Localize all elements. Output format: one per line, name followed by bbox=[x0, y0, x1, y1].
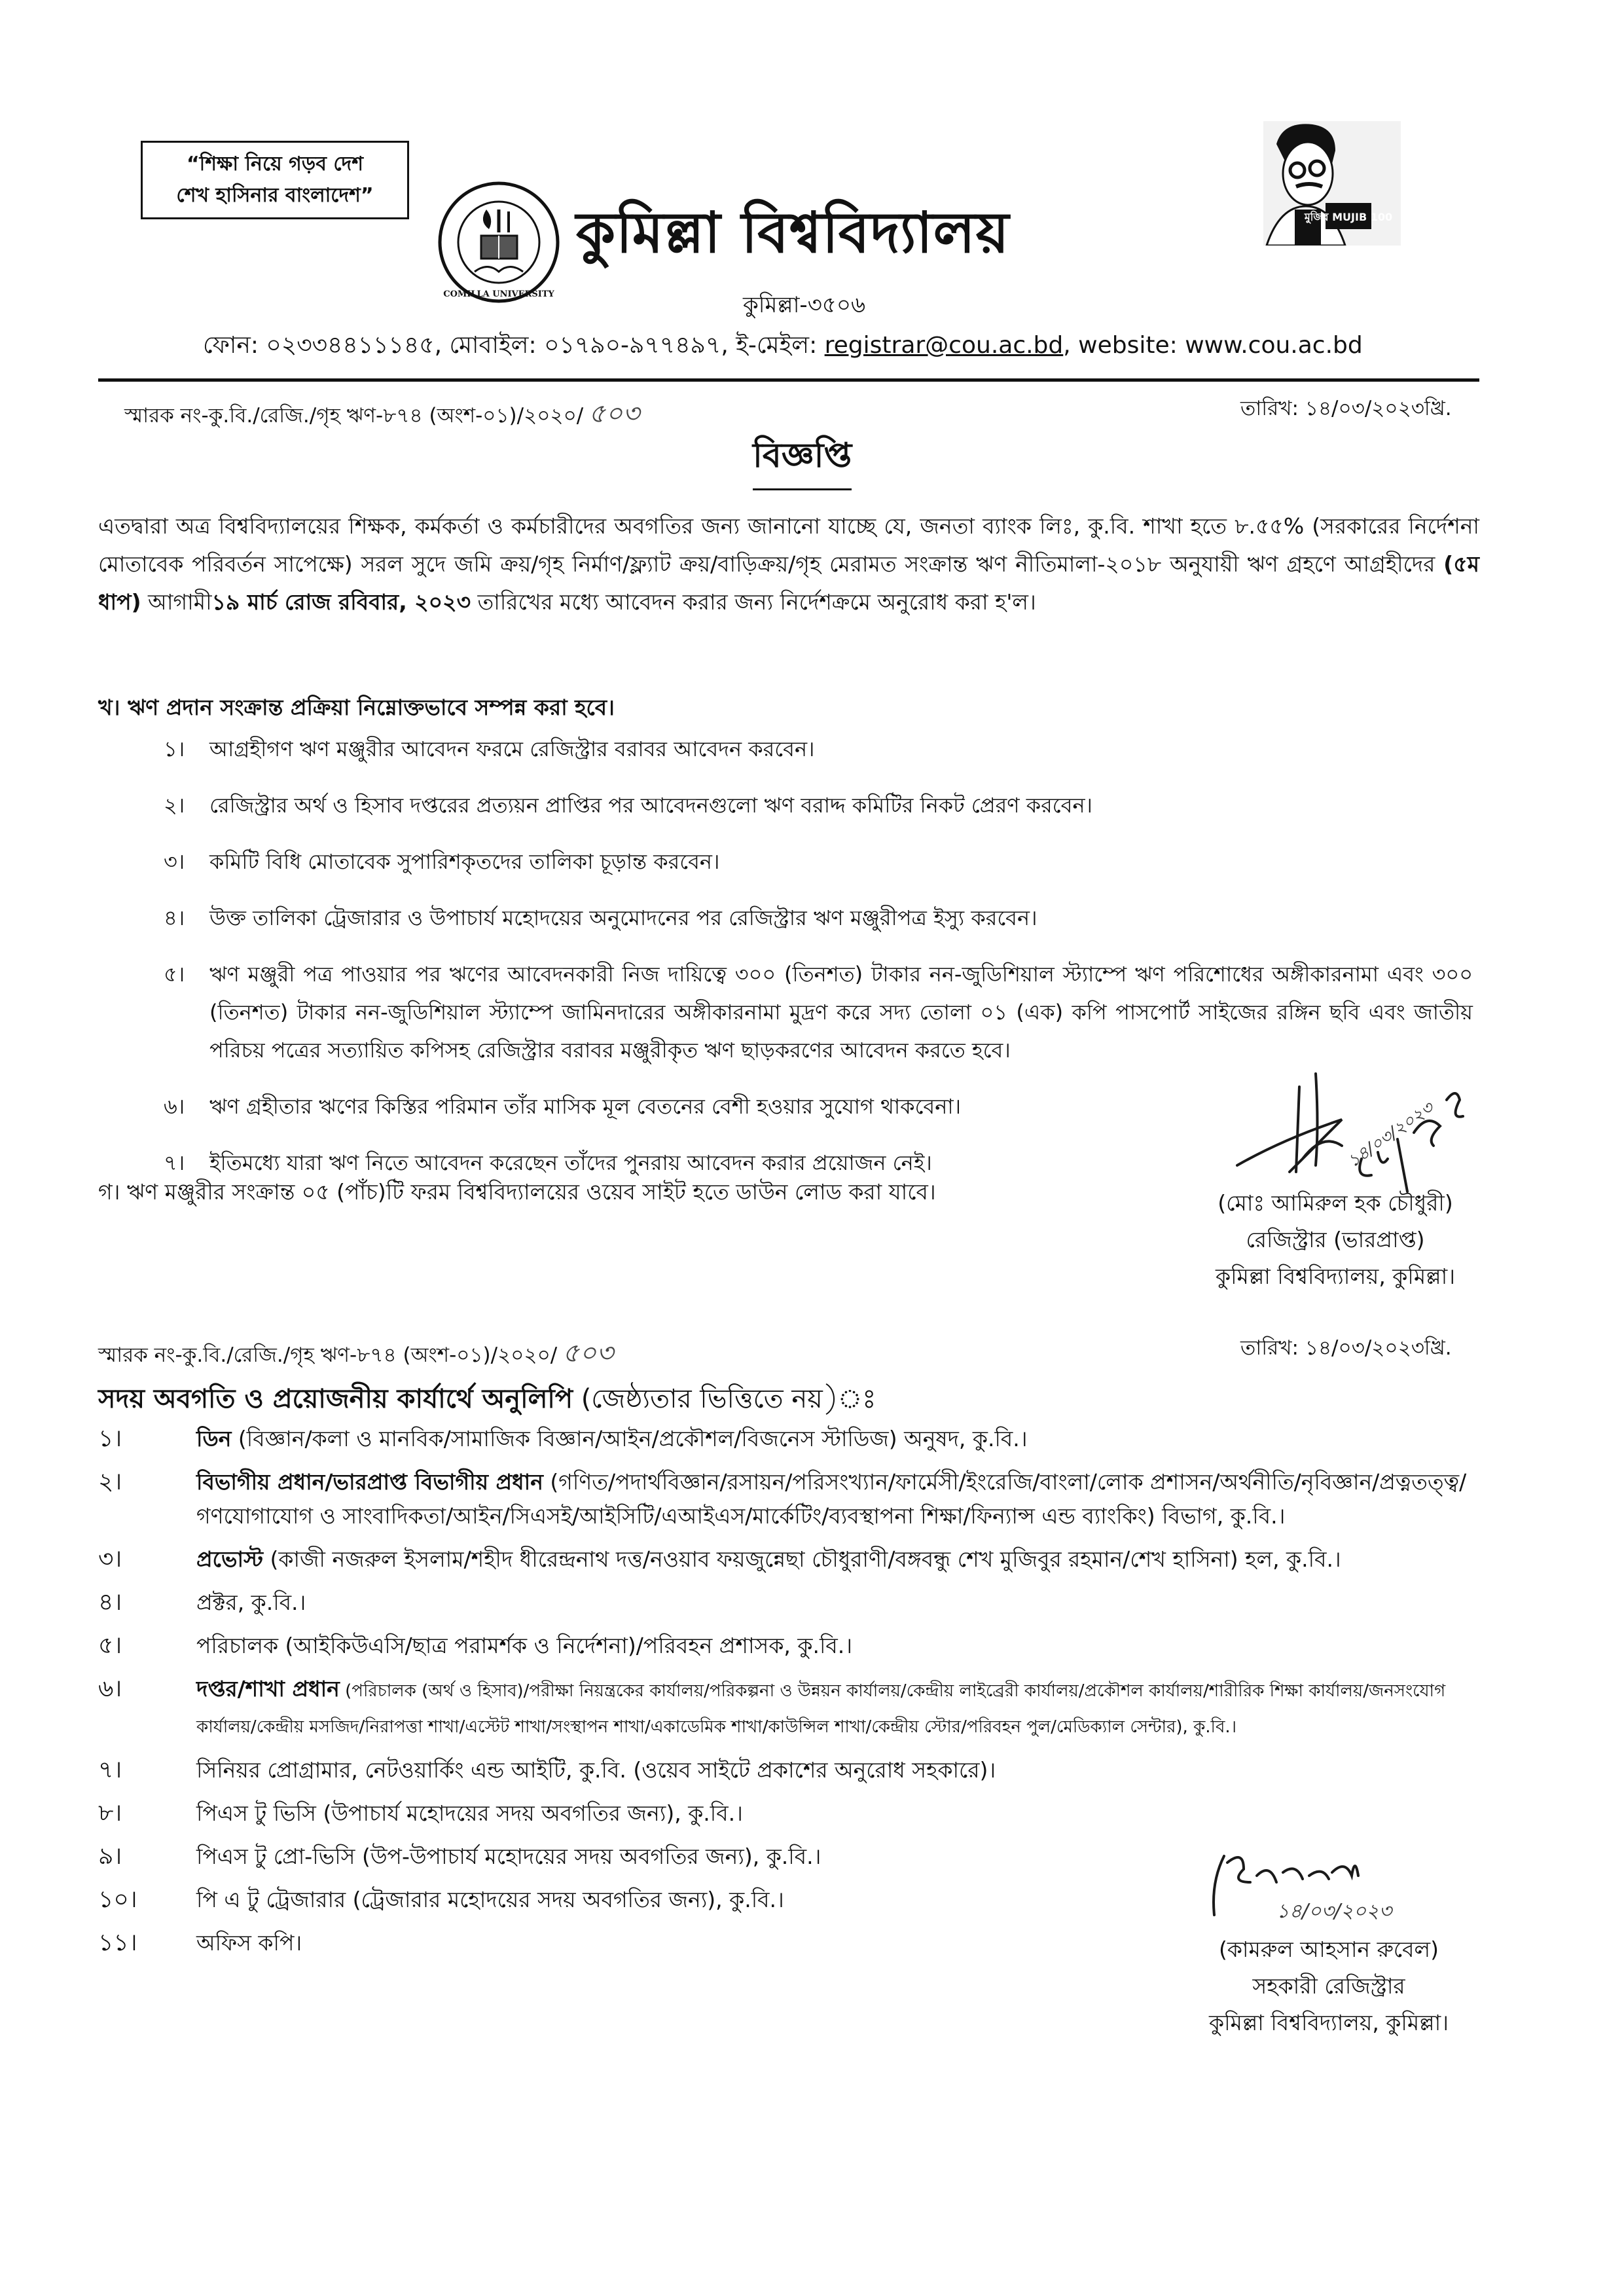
recipient-detail: (গণিত/পদার্থবিজ্ঞান/রসায়ন/পরিসংখ্যান/ফার্মেসী/ইংরেজি/বাংলা/লোক প্রশাসন/অর্থনীতি/নৃবিজ্ঞান/প্রত্নতত্ত্ব/ গণযোগাযোগ ও সাংবাদিকতা/আইন/সিএসই/আইসিটি/এআইএস/মার্কেটিং/ব্যবস্থাপনা শিক্ষা/ফিন্যান্স এন্ড ব্যাংকিং) বিভাগ, কু.বি.। bbox=[196, 1469, 1467, 1529]
recipient-title: বিভাগীয় প্রধান/ভারপ্রাপ্ত বিভাগীয় প্রধান bbox=[196, 1469, 543, 1495]
notice-body bbox=[98, 507, 1479, 621]
slogan-box bbox=[141, 141, 409, 219]
copy-recipient bbox=[98, 1465, 1479, 1533]
seal-icon bbox=[435, 180, 563, 304]
recipient-detail: (কাজী নজরুল ইসলাম/শহীদ ধীরেন্দ্রনাথ দত্ত/নওয়াব ফয়জুন্নেছা চৌধুরাণী/বঙ্গবন্ধু শেখ মুজিবুর রহমান/শেখ হাসিনা) হল, কু.বি.। bbox=[263, 1546, 1341, 1572]
recipient-number: ৮। bbox=[98, 1800, 122, 1827]
step-number: ২। bbox=[164, 793, 185, 818]
signature-registrar bbox=[1231, 1061, 1506, 1205]
recipient-text bbox=[196, 1465, 1479, 1533]
phone-mobile: ফোন: ০২৩৩৪৪১১১৪৫, মোবাইল: ০১৭৯০-৯৭৭৪৯৭, ই-মেইল: bbox=[203, 332, 825, 359]
step-number: ৭। bbox=[164, 1150, 185, 1175]
procedure-step bbox=[164, 730, 1473, 768]
recipient-number: ১। bbox=[98, 1425, 122, 1452]
signatory-office: কুমিল্লা বিশ্ববিদ্যালয়, কুমিল্লা। bbox=[1208, 2010, 1449, 2035]
copy-title-bold: সদয় অবগতি ও প্রয়োজনীয় কার্যার্থে অনুলিপি bbox=[98, 1384, 573, 1414]
recipient-number: ৫। bbox=[98, 1632, 122, 1659]
signatory-office: কুমিল্লা বিশ্ববিদ্যালয়, কুমিল্লা। bbox=[1215, 1264, 1456, 1289]
notice-phase: (৫ম ধাপ) bbox=[98, 551, 1479, 615]
signatory-designation: সহকারী রেজিস্ট্রার bbox=[1252, 1973, 1405, 1999]
svg-text:মুজিব MUJIB 100: মুজিব MUJIB 100 bbox=[1304, 211, 1393, 223]
letterhead-divider bbox=[98, 378, 1479, 382]
recipient-number: ৬। bbox=[98, 1675, 122, 1702]
recipient-number: ১১। bbox=[98, 1929, 137, 1956]
notice-title: বিজ্ঞপ্তি bbox=[753, 429, 852, 490]
recipient-detail: পি এ টু ট্রেজারার (ট্রেজারার মহোদয়ের সদয় অবগতির জন্য), কু.বি.। bbox=[196, 1887, 784, 1912]
recipient-text bbox=[196, 1586, 1479, 1620]
copy-recipient bbox=[98, 1629, 1479, 1663]
copy-title-note: (জেষ্ঠ্যতার ভিত্তিতে নয়)ঃ bbox=[572, 1384, 876, 1414]
signatory-name: (মোঃ আমিরুল হক চৌধুরী) bbox=[1218, 1190, 1453, 1216]
recipient-detail: (বিজ্ঞান/কলা ও মানবিক/সামাজিক বিজ্ঞান/আইন/প্রকৌশল/বিজনেস স্টাডিজ) অনুষদ, কু.বি.। bbox=[231, 1426, 1028, 1451]
step-text: উক্ত তালিকা ট্রেজারার ও উপাচার্য মহোদয়ের অনুমোদনের পর রেজিস্ট্রার ঋণ মঞ্জুরীপত্র ইস্যু করবেন। bbox=[209, 905, 1038, 930]
recipient-text bbox=[196, 1753, 1479, 1787]
recipient-detail: পিএস টু প্রো-ভিসি (উপ-উপাচার্য মহোদয়ের সদয় অবগতির জন্য), কু.বি.। bbox=[196, 1844, 821, 1869]
recipient-number: ৭। bbox=[98, 1757, 122, 1783]
memo-date-top: তারিখ: ১৪/০৩/২০২৩খ্রি. bbox=[1240, 397, 1452, 420]
step-text: আগ্রহীগণ ঋণ মঞ্জুরীর আবেদন ফরমে রেজিস্ট্রার বরাবর আবেদন করবেন। bbox=[209, 737, 815, 761]
signature-icon bbox=[1231, 1061, 1506, 1205]
copy-recipient bbox=[98, 1672, 1479, 1744]
memo-ref-text: স্মারক নং-কু.বি./রেজি./গৃহ ঋণ-৮৭৪ (অংশ-০১)/২০২০/ bbox=[124, 404, 584, 428]
memo-ref-handwritten: ৫০৩ bbox=[562, 1338, 614, 1368]
website: , website: www.cou.ac.bd bbox=[1063, 332, 1363, 359]
signatory-block-1 bbox=[1165, 1185, 1506, 1295]
recipient-title: ডিন bbox=[196, 1426, 232, 1451]
recipient-title: দপ্তর/শাখা প্রধান bbox=[196, 1676, 340, 1702]
signature-assistant-registrar bbox=[1198, 1843, 1473, 1935]
signatory-designation: রেজিস্ট্রার (ভারপ্রাপ্ত) bbox=[1246, 1227, 1425, 1252]
procedure-step bbox=[164, 899, 1473, 937]
recipient-number: ৪। bbox=[98, 1589, 122, 1616]
signature-date: ১৪/০৩/২০২৩ bbox=[1276, 1900, 1392, 1923]
recipient-number: ২। bbox=[98, 1468, 122, 1495]
recipient-number: ৩। bbox=[98, 1546, 122, 1573]
forms-note: গ। ঋণ মঞ্জুরীর সংক্রান্ত ০৫ (পাঁচ)টি ফরম বিশ্ববিদ্যালয়ের ওয়েব সাইট হতে ডাউন লোড করা যাবে। bbox=[98, 1179, 936, 1205]
procedure-heading: খ। ঋণ প্রদান সংক্রান্ত প্রক্রিয়া নিম্নোক্তভাবে সম্পন্ন করা হবে। bbox=[98, 695, 615, 720]
signatory-block-2 bbox=[1165, 1931, 1492, 2041]
step-text: ইতিমধ্যে যারা ঋণ নিতে আবেদন করেছেন তাঁদের পুনরায় আবেদন করার প্রয়োজন নেই। bbox=[209, 1150, 932, 1175]
recipient-detail: (পরিচালক (অর্থ ও হিসাব)/পরীক্ষা নিয়ন্ত্রকের কার্যালয়/পরিকল্পনা ও উন্নয়ন কার্যালয়/কেন্দ্রীয় লাইব্রেরী কার্যালয়/প্রকৌশল কার্যালয়/শারীরিক শিক্ষা কার্যালয়/জনসংযোগ কার্যালয়/কেন্দ্রীয় মসজিদ/নিরাপত্তা শাখা/এস্টেট শাখা/সংস্থাপন শাখা/একাডেমিক শাখা/কাউন্সিল শাখা/কেন্দ্রীয় স্টোর/পরিবহন পুল/মেডিক্যাল সেন্টার), কু.বি.। bbox=[196, 1681, 1446, 1737]
procedure-step bbox=[164, 843, 1473, 881]
notice-body-text: এতদ্বারা অত্র বিশ্ববিদ্যালয়ের শিক্ষক, কর্মকর্তা ও কর্মচারীদের অবগতির জন্য জানানো যাচ্ছে যে, জনতা ব্যাংক লিঃ, কু.বি. শাখা হতে ৮.৫৫% (সরকারের নির্দেশনা মোতাবেক পরিবর্তন সাপেক্ষে) সরল সুদে জমি ক্রয়/গৃহ নির্মাণ/ফ্ল্যাট ক্রয়/বাড়িক্রয়/গৃহ মেরামত সংক্রান্ত ঋণ নীতিমালা-২০১৮ অনুযায়ী ঋণ গ্রহণে আগ্রহীদের bbox=[98, 513, 1479, 577]
step-text: ঋণ মঞ্জুরী পত্র পাওয়ার পর ঋণের আবেদনকারী নিজ দায়িত্বে ৩০০ (তিনশত) টাকার নন-জুডিশিয়াল স্ট্যাম্পে ঋণ পরিশোধের অঙ্গীকারনামা এবং ৩০০ (তিনশত) টাকার নন-জুডিশিয়াল স্ট্যাম্পে জামিনদারের অঙ্গীকারনামা মুদ্রণ করে সদ্য তোলা ০১ (এক) কপি পাসপোর্ট সাইজের রঙ্গিন ছবি এবং জাতীয় পরিচয় পত্রের সত্যায়িত কপিসহ রেজিস্ট্রার বরাবর মঞ্জুরীকৃত ঋণ ছাড়করণের আবেদন করতে হবে। bbox=[209, 962, 1473, 1063]
notice-body-text: আগামী bbox=[141, 589, 212, 615]
recipient-text bbox=[196, 1629, 1479, 1663]
procedure-step bbox=[164, 786, 1473, 824]
portrait-icon bbox=[1263, 121, 1401, 246]
recipient-detail: পিএস টু ভিসি (উপাচার্য মহোদয়ের সদয় অবগতির জন্য), কু.বি.। bbox=[196, 1800, 743, 1826]
email-link[interactable]: registrar@cou.ac.bd bbox=[824, 332, 1064, 359]
slogan-line-2: শেখ হাসিনার বাংলাদেশ” bbox=[176, 184, 374, 207]
signature-date: ১৪/০৩/২০২৩ bbox=[1344, 1098, 1437, 1172]
recipient-detail: অফিস কপি। bbox=[196, 1930, 302, 1956]
university-seal-logo bbox=[435, 180, 563, 304]
step-text: ঋণ গ্রহীতার ঋণের কিস্তির পরিমান তাঁর মাসিক মূল বেতনের বেশী হওয়ার সুযোগ থাকবেনা। bbox=[209, 1094, 962, 1119]
recipient-text bbox=[196, 1672, 1479, 1744]
step-number: ১। bbox=[164, 737, 185, 761]
copy-recipient bbox=[98, 1542, 1479, 1576]
step-number: ৪। bbox=[164, 905, 185, 930]
memo-date-bottom: তারিখ: ১৪/০৩/২০২৩খ্রি. bbox=[1240, 1336, 1452, 1360]
svg-text:COMILLA UNIVERSITY: COMILLA UNIVERSITY bbox=[443, 289, 554, 299]
recipient-text bbox=[196, 1542, 1479, 1576]
copy-distribution-title bbox=[98, 1378, 876, 1422]
copy-recipient bbox=[98, 1422, 1479, 1456]
memo-reference-top bbox=[124, 393, 640, 437]
step-text: রেজিস্ট্রার অর্থ ও হিসাব দপ্তরের প্রত্যয়ন প্রাপ্তির পর আবেদনগুলো ঋণ বরাদ্দ কমিটির নিকট প্রেরণ করবেন। bbox=[209, 793, 1092, 818]
memo-ref-text: স্মারক নং-কু.বি./রেজি./গৃহ ঋণ-৮৭৪ (অংশ-০১)/২০২০/ bbox=[98, 1343, 558, 1367]
copy-recipient bbox=[98, 1796, 1479, 1831]
recipient-title: প্রভোস্ট bbox=[196, 1546, 264, 1572]
step-number: ৩। bbox=[164, 849, 185, 874]
copy-recipient bbox=[98, 1586, 1479, 1620]
procedure-step bbox=[164, 955, 1473, 1069]
signatory-name: (কামরুল আহসান রুবেল) bbox=[1218, 1937, 1439, 1962]
contact-line bbox=[203, 327, 1363, 367]
recipient-detail: পরিচালক (আইকিউএসি/ছাত্র পরামর্শক ও নির্দেশনা)/পরিবহন প্রশাসক, কু.বি.। bbox=[196, 1633, 853, 1658]
notice-body-text: তারিখের মধ্যে আবেদন করার জন্য নির্দেশক্রমে অনুরোধ করা হ'ল। bbox=[471, 589, 1036, 615]
mujib-100-portrait-logo bbox=[1263, 121, 1401, 246]
recipient-number: ১০। bbox=[98, 1886, 137, 1913]
step-text: কমিটি বিধি মোতাবেক সুপারিশকৃতদের তালিকা চূড়ান্ত করবেন। bbox=[209, 849, 720, 874]
university-name: কুমিল্লা বিশ্ববিদ্যালয় bbox=[576, 200, 1010, 266]
university-address: কুমিল্লা-৩৫০৬ bbox=[743, 292, 866, 318]
recipient-text bbox=[196, 1422, 1479, 1456]
recipient-text bbox=[196, 1796, 1479, 1831]
slogan-line-1: “শিক্ষা নিয়ে গড়ব দেশ bbox=[186, 153, 364, 175]
memo-ref-handwritten: ৫০৩ bbox=[588, 399, 640, 429]
recipient-detail: প্রক্টর, কু.বি.। bbox=[196, 1590, 306, 1615]
step-number: ৬। bbox=[164, 1094, 185, 1119]
copy-recipient bbox=[98, 1753, 1479, 1787]
notice-deadline: ১৯ মার্চ রোজ রবিবার, ২০২৩ bbox=[211, 589, 471, 615]
recipient-number: ৯। bbox=[98, 1843, 122, 1870]
step-number: ৫। bbox=[164, 962, 185, 987]
memo-reference-bottom bbox=[98, 1332, 613, 1376]
recipient-detail: সিনিয়র প্রোগ্রামার, নেটওয়ার্কিং এন্ড আইটি, কু.বি. (ওয়েব সাইটে প্রকাশের অনুরোধ সহকারে)। bbox=[196, 1757, 996, 1783]
